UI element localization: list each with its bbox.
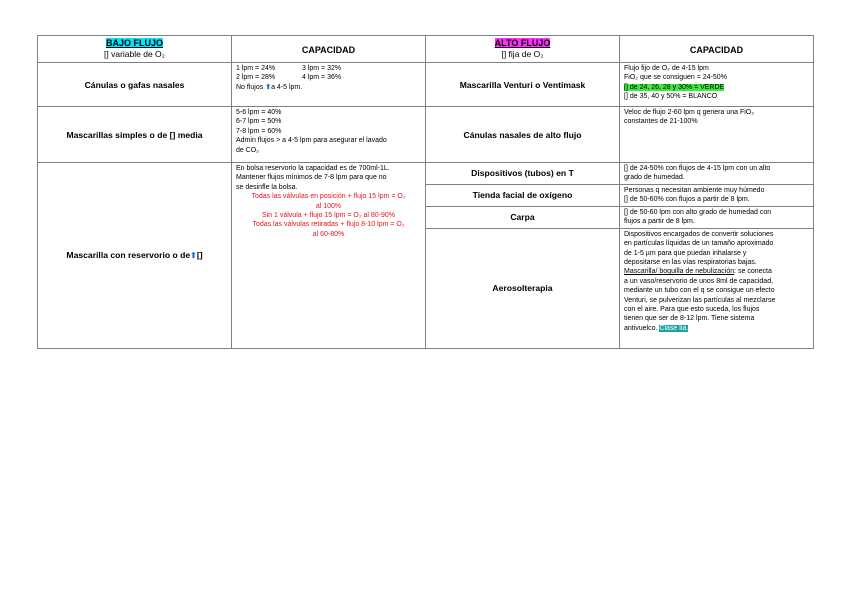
capacity-line: Venturi, se pulverizan las partículas al mezclarse	[624, 296, 776, 304]
capacity-line: a un vaso/reservorio de unos 8ml de capacidad,	[624, 277, 774, 285]
capacity-line: 1 lpm = 24%	[236, 65, 276, 72]
capacity-line: con el aire. Para que esto suceda, los flujos	[624, 306, 760, 314]
capacity-line: No flujos	[236, 83, 264, 91]
capacity-label: CAPACIDAD	[689, 45, 744, 55]
capacity-line: antivuelco.	[624, 324, 658, 332]
device-aerosol-therapy: Aerosolterapia	[426, 228, 620, 348]
teal-note: Clase lia.	[659, 324, 689, 332]
capacity-line: depositarse en las vías respiratorias bajas.	[624, 259, 757, 267]
oxygen-therapy-table	[37, 35, 814, 349]
capacity-line: mediante un tubo con el q se consigue un efecto	[624, 287, 775, 295]
valve-line: al 60-80%	[312, 230, 345, 238]
capacity-line: En bolsa reservorio la capacidad es de 700ml-1L.	[236, 165, 390, 172]
capacity-line: 4 lpm = 36%	[302, 74, 342, 82]
capacity-face-tent	[620, 184, 814, 206]
arrow-up-icon: ⬆	[265, 83, 272, 91]
capacity-high-flow-nasal-cannula	[620, 107, 814, 163]
high-flow-capacity-header	[620, 36, 814, 63]
high-flow-subtitle: [] fija de O₂	[501, 49, 544, 59]
device-nasal-cannula: Cánulas o gafas nasales	[38, 63, 232, 107]
capacity-line: Mantener flujos mínimos de 7-8 lpm para que no	[236, 174, 387, 182]
high-flow-title: ALTO FLUJO	[494, 38, 551, 48]
capacity-line: [] de 24-50% con flujos de 4-15 lpm con un alto	[624, 165, 771, 172]
device-face-tent: Tienda facial de oxígeno	[426, 184, 620, 206]
capacity-label: CAPACIDAD	[301, 45, 356, 55]
capacity-line: FiO₂ que se consiguen = 24-50%	[624, 74, 727, 82]
capacity-line: Veloc de flujo 2-60 lpm q genera una FiO₂	[624, 109, 754, 116]
device-venturi-mask: Mascarilla Venturi o Ventimask	[426, 63, 620, 107]
valve-line: Todas las válvulas en posición + flujo 15 lpm = O₂	[251, 193, 406, 201]
valve-line: Todas las válvulas retiradas + flujo 8-10 lpm = O₂	[252, 221, 405, 229]
device-name-suffix: []	[196, 250, 203, 261]
capacity-line: [] de 50-60 lpm con alto grado de humedad con	[624, 208, 772, 216]
capacity-line: Personas q necesitan ambiente muy húmedo	[624, 186, 765, 194]
capacity-line: tienen que ser de 8-12 lpm. Tiene sistema	[624, 315, 755, 323]
capacity-aerosol-therapy	[620, 228, 814, 348]
high-flow-header	[426, 36, 620, 63]
capacity-line: 2 lpm = 28%	[236, 74, 276, 82]
capacity-line: constantes de 21-100%	[624, 118, 698, 126]
low-flow-subtitle: [] variable de O₂	[104, 49, 165, 59]
low-flow-title: BAJO FLUJO	[105, 38, 163, 48]
venturi-green-line: [] de 24, 26, 28 y 30% = VERDE	[624, 83, 725, 91]
capacity-line: grado de humedad.	[624, 174, 685, 182]
valve-line: al 100%	[315, 202, 342, 210]
capacity-t-tube	[620, 163, 814, 185]
capacity-line: Dispositivos encargados de convertir soluciones	[624, 230, 774, 238]
device-simple-mask: Mascarillas simples o de [] media	[38, 107, 232, 163]
low-flow-header	[38, 36, 232, 63]
capacity-venturi-mask	[620, 63, 814, 107]
capacity-line: 5-6 lpm = 40%	[236, 109, 282, 116]
nebulizer-term: Mascarilla/ boquilla de nebulización	[624, 268, 735, 276]
capacity-line: 3 lpm = 32%	[302, 65, 342, 72]
capacity-line: Flujo fijo de O₂ de 4-15 lpm	[624, 65, 709, 72]
low-flow-capacity-header	[232, 36, 426, 63]
device-reservoir-mask	[38, 163, 232, 349]
capacity-line: de CO₂	[236, 146, 259, 154]
capacity-simple-mask	[232, 107, 426, 163]
capacity-line: Admin flujos > a 4-5 lpm para asegurar el lavado	[236, 137, 387, 145]
device-t-tube: Dispositivos (tubos) en T	[426, 163, 620, 185]
arrow-up-icon: ⬆	[190, 251, 197, 261]
capacity-line: de 1-5 µm para que puedan inhalarse y	[624, 249, 747, 257]
capacity-line: : se conecta	[734, 268, 772, 276]
capacity-line: 6-7 lpm = 50%	[236, 118, 282, 126]
capacity-line: [] de 50-60% con flujos a partir de 8 lpm.	[624, 196, 750, 204]
capacity-line: en partículas líquidas de un tamaño aproximado	[624, 240, 774, 248]
capacity-line: flujos a partir de 8 lpm.	[624, 218, 695, 226]
device-high-flow-nasal-cannula: Cánulas nasales de alto flujo	[426, 107, 620, 163]
device-name: Mascarilla con reservorio o de	[66, 250, 191, 261]
capacity-line: 7-8 lpm = 60%	[236, 127, 282, 135]
capacity-reservoir-mask	[232, 163, 426, 349]
capacity-tent	[620, 206, 814, 228]
capacity-line: [] de 35, 40 y 50% = BLANCO	[624, 93, 718, 101]
valve-line: Sin 1 válvula + flujo 15 lpm = O₂ al 80-90%	[261, 212, 396, 220]
capacity-line: a 4-5 lpm.	[271, 83, 303, 91]
device-tent: Carpa	[426, 206, 620, 228]
capacity-nasal-cannula	[232, 63, 426, 107]
capacity-line: se desinfle la bolsa.	[236, 183, 298, 191]
